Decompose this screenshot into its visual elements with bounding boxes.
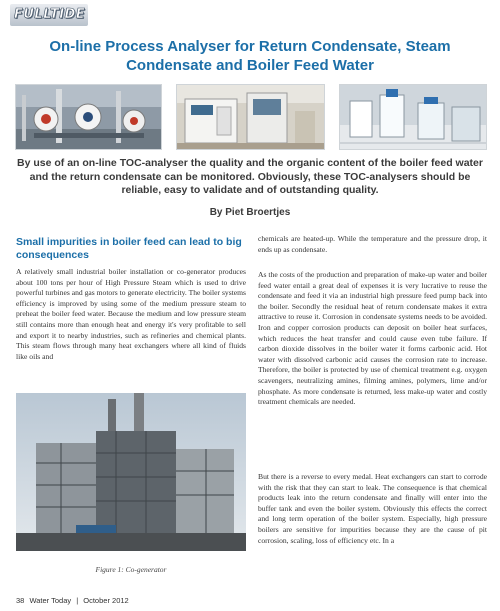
co-generator-photo — [16, 393, 246, 551]
body-paragraph-4: But there is a reverse to every medal. Heat exchangers can start to corrode with the risk that they can start to leak. The consequence is that chemical products leak into the return condensate and finally will enter into the buffer tank and even the boiler system. Obviously this effects the correct and long term operation of the boiler system. Especially, high pressure boilers are sensitive for impurities because they are the cause of pit corrosion, scaling, loss of efficiency etc. In a — [258, 472, 487, 545]
article-lead: By use of an on-line TOC-analyser the quality and the organic content of the boiler feed water and the return condensate can be monitored. Obviously, these TOC-analysers should be reliable, easy to validate and of outstanding quality. — [17, 157, 483, 196]
analyser-photo-1 — [15, 84, 162, 150]
page-footer — [16, 596, 132, 605]
article-byline: By Piet Broertjes — [209, 207, 291, 218]
figure-caption: Figure 1: Co-generator — [95, 565, 167, 574]
body-paragraph-1: A relatively small industrial boiler installation or co-generator produces about 100 tons per hour of High Pressure Steam which is used to drive powerful turbines and gas motors to generate electricity. The boiler systems efficiency is improved by using some of the medium pressure steam to preheat the boiler feed water. Because the medium and low pressure steam still contains more than enough heat and energy it's very profitable to sell and export it to nearby industries, such as refineries and chemical plants. This steam flows through many heat exchangers where all kind of fluids like oils and — [16, 267, 246, 361]
magazine-logo: FULLTIDE — [10, 4, 88, 26]
magazine-name: Water Today — [29, 596, 72, 605]
page-number: 38 — [16, 596, 25, 605]
body-paragraph-3: As the costs of the production and preparation of make-up water and boiler feed water entail a great deal of expenses it is very lucrative to reuse the condensate and feed it via an industrial high pressure feed pump back into the boiler. Secondly the residual heat of return condensate makes it extra attractive to reuse it. Corrosion in condensate systems needs to be avoided. Iron and copper corrosion products can deposit on boiler heat surfaces, which reduces the heat transfer and could cause even tube failure. If carbon dioxide dissolves in the boiler water it forms carbonic acid. Hot water with dissolved carbonic acid causes the corrosion rate to increase. Therefore, the boiler is protected by use of chemical treatment e.g. oxygen scavengers, neutralizing amines, filming amines, polymers, lime and/or phosphate. As more condensate is returned, less make-up water and costly treatment chemicals are needed. — [258, 270, 487, 407]
section-heading: Small impurities in boiler feed can lead to big consequences — [16, 236, 242, 261]
body-paragraph-2: chemicals are heated-up. While the temperature and the pressure drop, it ends up as condensate. — [258, 234, 487, 254]
issue-date: October 2012 — [83, 596, 129, 605]
article-title: On-line Process Analyser for Return Condensate, Steam Condensate and Boiler Feed Water — [49, 38, 451, 74]
analyser-photo-3 — [339, 84, 487, 150]
analyser-photo-2 — [176, 84, 325, 150]
footer-separator: | — [76, 596, 79, 605]
